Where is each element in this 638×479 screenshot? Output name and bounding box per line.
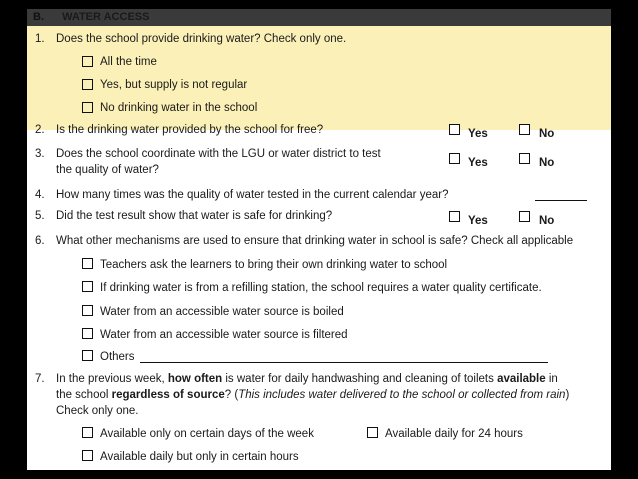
- q4-text: How many times was the quality of water tested in the current calendar year?: [56, 189, 449, 201]
- q1-option-3-label: No drinking water in the school: [100, 102, 258, 114]
- q1-option-1-checkbox[interactable]: [82, 56, 93, 67]
- q7-option-3-label: Available daily but only in certain hours: [100, 451, 299, 463]
- q7-option-2-checkbox[interactable]: [367, 427, 378, 438]
- q7-option-1-checkbox[interactable]: [82, 427, 93, 438]
- q7-option-3-checkbox[interactable]: [82, 450, 93, 461]
- q3-yes-checkbox[interactable]: [449, 153, 460, 164]
- q6-option-5-label: Others: [100, 351, 135, 363]
- q3-text-line2: the quality of water?: [56, 164, 159, 176]
- q4-number: 4.: [35, 189, 45, 201]
- q3-no-checkbox[interactable]: [519, 153, 530, 164]
- q3-number: 3.: [35, 148, 45, 160]
- q5-no-checkbox[interactable]: [519, 211, 530, 222]
- q6-option-5-checkbox[interactable]: [82, 350, 93, 361]
- q3-no-label: No: [539, 157, 555, 169]
- q6-text: What other mechanisms are used to ensure that drinking water in school is safe? Check all applicable: [56, 235, 574, 247]
- q3-text-line1: Does the school coordinate with the LGU or water district to test: [56, 148, 381, 160]
- q6-option-1-label: Teachers ask the learners to bring their own drinking water to school: [100, 259, 448, 271]
- q6-others-blank[interactable]: [140, 361, 548, 363]
- q5-yes-label: Yes: [468, 215, 488, 227]
- q1-option-3-checkbox[interactable]: [82, 102, 93, 113]
- q3-yes-label: Yes: [468, 157, 488, 169]
- section-header: [27, 9, 611, 26]
- q2-yes-label: Yes: [468, 128, 488, 140]
- q6-option-2-label: If drinking water is from a refilling station, the school requires a water quality certificate.: [100, 282, 542, 294]
- q5-no-label: No: [539, 215, 555, 227]
- q6-option-2-checkbox[interactable]: [82, 281, 93, 292]
- q4-answer-blank[interactable]: [535, 199, 587, 201]
- q6-number: 6.: [35, 235, 45, 247]
- q2-number: 2.: [35, 124, 45, 136]
- q1-number: 1.: [35, 33, 45, 45]
- q6-option-3-checkbox[interactable]: [82, 305, 93, 316]
- q7-text-line2: the school regardless of source? (This includes water delivered to the school or collected from rain): [56, 389, 570, 401]
- survey-page: [27, 9, 611, 470]
- q6-option-1-checkbox[interactable]: [82, 258, 93, 269]
- q6-option-4-checkbox[interactable]: [82, 328, 93, 339]
- q7-text-line1: In the previous week, how often is water for daily handwashing and cleaning of toilets available in: [56, 373, 558, 385]
- section-title: WATER ACCESS: [62, 11, 150, 23]
- section-code: B.: [33, 11, 44, 23]
- q2-no-checkbox[interactable]: [519, 124, 530, 135]
- q5-text: Did the test result show that water is safe for drinking?: [56, 210, 333, 222]
- q7-option-2-label: Available daily for 24 hours: [385, 428, 523, 440]
- q2-text: Is the drinking water provided by the school for free?: [56, 124, 324, 136]
- q1-option-2-checkbox[interactable]: [82, 79, 93, 90]
- q6-option-4-label: Water from an accessible water source is filtered: [100, 329, 348, 341]
- q5-yes-checkbox[interactable]: [449, 211, 460, 222]
- q5-number: 5.: [35, 210, 45, 222]
- q1-option-2-label: Yes, but supply is not regular: [100, 79, 248, 91]
- q6-option-3-label: Water from an accessible water source is boiled: [100, 306, 344, 318]
- q1-text: Does the school provide drinking water? Check only one.: [56, 33, 347, 45]
- q2-no-label: No: [539, 128, 555, 140]
- q7-option-1-label: Available only on certain days of the week: [100, 428, 314, 440]
- q7-text-line3: Check only one.: [56, 405, 139, 417]
- q1-option-1-label: All the time: [100, 56, 157, 68]
- q2-yes-checkbox[interactable]: [449, 124, 460, 135]
- q7-number: 7.: [35, 373, 45, 385]
